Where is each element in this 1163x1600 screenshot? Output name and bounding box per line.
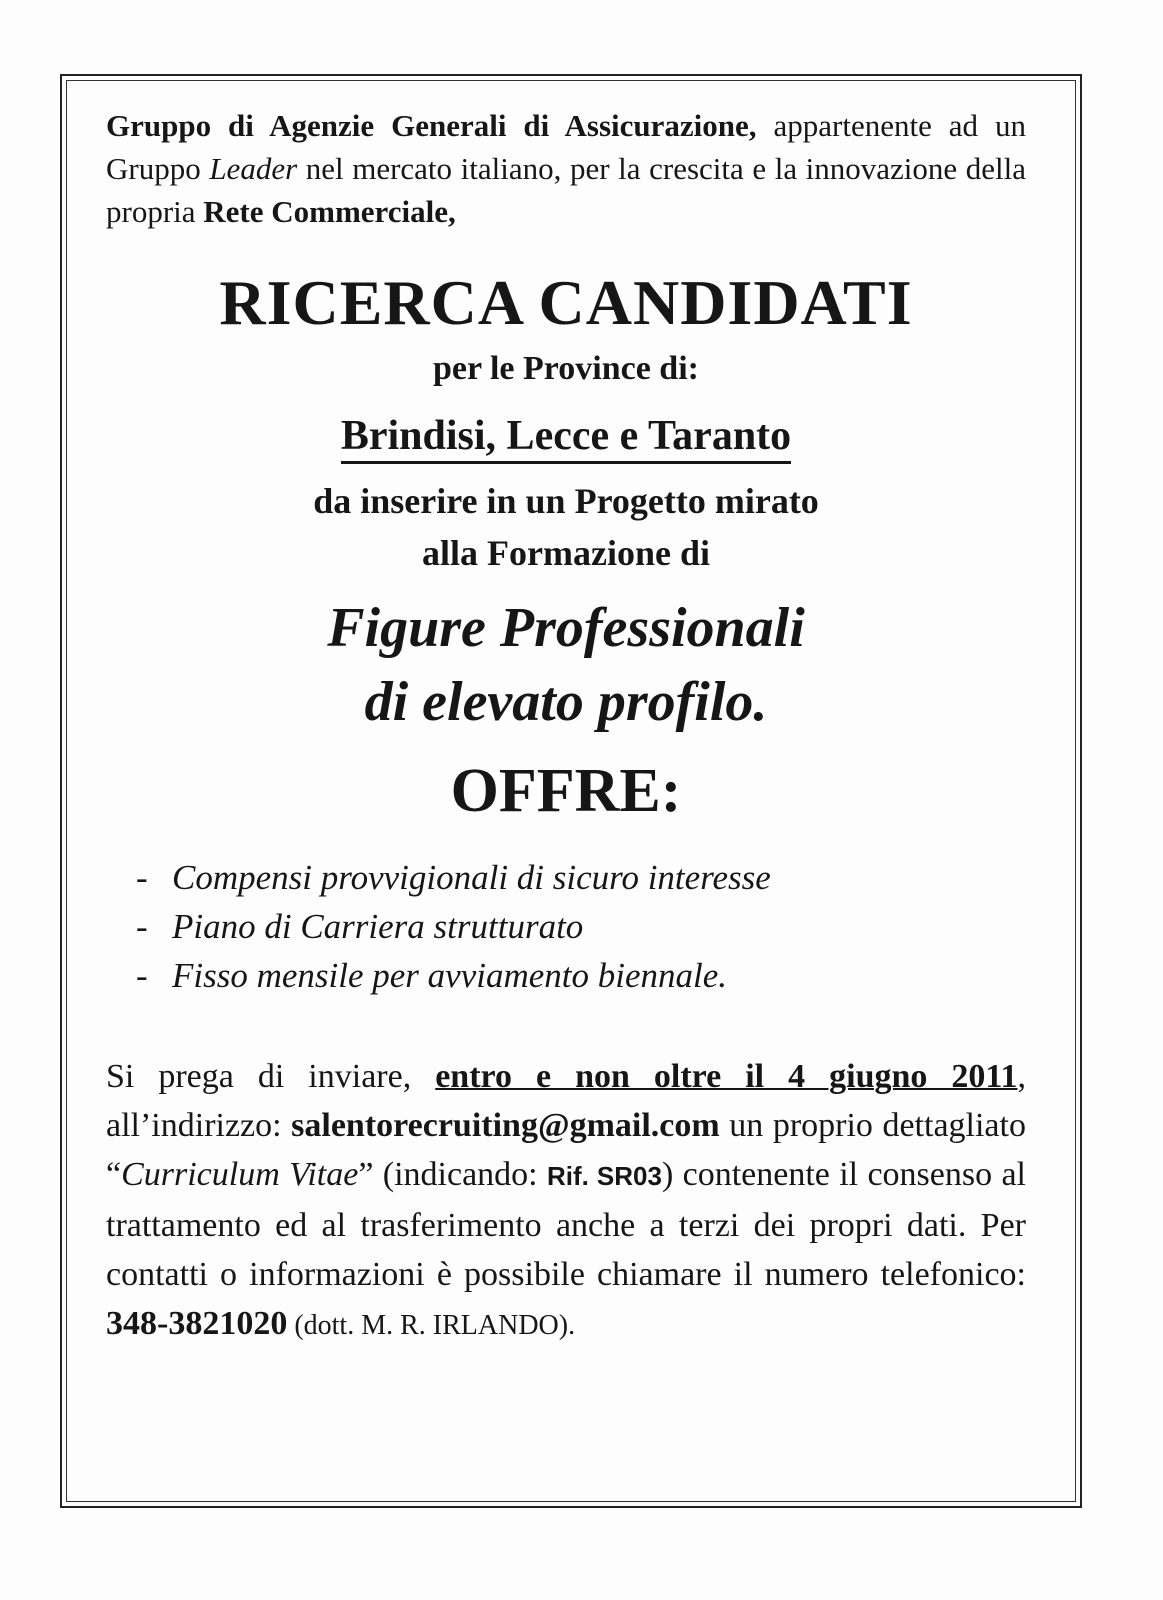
- footer-text-4: ” (indicando:: [358, 1156, 547, 1193]
- list-item: [136, 853, 1026, 902]
- offers-list: [136, 853, 1026, 1000]
- footer-text-2: , all’indirizzo:: [106, 1058, 1027, 1144]
- curriculum-vitae: Curriculum Vitae: [121, 1156, 359, 1193]
- project-line-2: alla Formazione di: [422, 533, 710, 573]
- project-text: [106, 475, 1026, 579]
- intro-leader: Leader: [209, 151, 298, 186]
- intro-text-3: per la crescita e la innovazione della propria: [106, 151, 1027, 229]
- list-item: [136, 902, 1026, 951]
- footer-paragraph: [106, 1052, 1026, 1350]
- intro-company: Gruppo di Agenzie Generali di Assicurazione,: [106, 108, 757, 143]
- intro-text-1: appartenente ad un Gruppo: [106, 108, 1026, 186]
- figures-line-1: Figure Professionali: [327, 597, 805, 659]
- bullet-dash: -: [136, 956, 148, 995]
- reference-code: Rif. SR03: [546, 1161, 662, 1191]
- offer-text: Piano di Carriera strutturato: [172, 907, 584, 946]
- list-item: [136, 951, 1026, 1000]
- intro-network: Rete Commerciale,: [203, 194, 456, 229]
- offer-text: Fisso mensile per avviamento biennale.: [172, 956, 728, 995]
- footer-text-5: ) contenente il consenso al trattamento ed al trasferimento anche a terzi dei propri dati. Per contatti o informazioni è possibile chiamare il numero telefonico:: [106, 1156, 1026, 1293]
- provinces-intro: per le Province di:: [433, 350, 699, 387]
- headline: RICERCA CANDIDATI: [219, 267, 913, 338]
- offre-heading: OFFRE:: [450, 757, 682, 825]
- bullet-dash: -: [136, 858, 148, 897]
- figures-line-2: di elevato profilo.: [364, 671, 768, 733]
- phone-number[interactable]: 348-3821020: [106, 1305, 288, 1342]
- project-line-1: da inserire in un Progetto mirato: [313, 481, 819, 521]
- contact-person: (dott. M. R. IRLANDO).: [287, 1310, 576, 1341]
- offer-text: Compensi provvigionali di sicuro interesse: [172, 858, 771, 897]
- bullet-dash: -: [136, 907, 148, 946]
- email-address[interactable]: salentorecruiting@gmail.com: [291, 1107, 720, 1144]
- intro-paragraph: [106, 104, 1026, 233]
- provinces-wrap: [106, 403, 1026, 469]
- figures-text: [106, 591, 1026, 739]
- provinces: Brindisi, Lecce e Taranto: [341, 413, 791, 464]
- intro-text-2: nel mercato italiano,: [297, 151, 562, 186]
- flyer-content: [106, 104, 1026, 1350]
- footer-text-1: Si prega di inviare,: [106, 1058, 436, 1095]
- deadline: entro e non oltre il 4 giugno 2011: [435, 1058, 1018, 1095]
- footer-text-3: un proprio dettagliato “: [106, 1107, 1026, 1193]
